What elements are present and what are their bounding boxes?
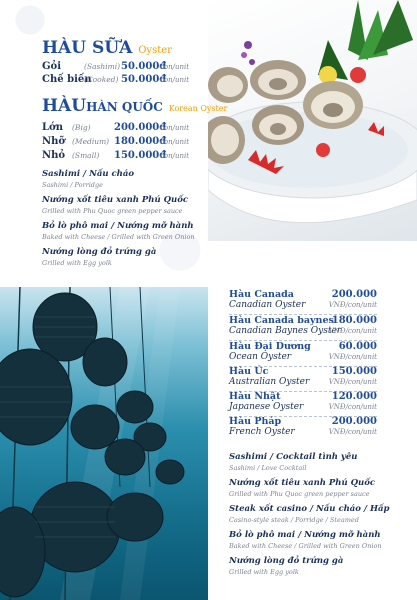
item-name: Gỏi bbox=[42, 61, 62, 72]
option-name: Nướng lòng đỏ trứng gà bbox=[229, 556, 344, 566]
imported-item-en: Canadian Baynes Oyster bbox=[229, 326, 342, 336]
section-title-hau-sua bbox=[42, 38, 172, 58]
imported-item-price: 150.000 bbox=[331, 366, 377, 377]
price-row bbox=[42, 136, 65, 147]
item-name: Lớn bbox=[42, 122, 63, 133]
item-en-text: (Medium) bbox=[72, 137, 110, 146]
item-unit-text: con/unit bbox=[160, 138, 190, 146]
item-unit-text: con/unit bbox=[160, 76, 190, 84]
item-unit bbox=[160, 75, 189, 85]
option-en: Sashimi / Love Cocktail bbox=[229, 464, 307, 472]
imported-item-price: 60.000 bbox=[338, 341, 377, 352]
item-en-text: (Cooked) bbox=[84, 75, 119, 84]
underwater-oyster-cages-photo bbox=[0, 287, 208, 600]
imported-item-en: Australian Oyster bbox=[229, 377, 310, 387]
option-name: Sashimi / Cocktail tình yêu bbox=[229, 452, 358, 462]
item-price-text: 50.000đ bbox=[121, 61, 167, 72]
option-name: Nướng xốt tiêu xanh Phú Quốc bbox=[229, 478, 376, 488]
item-price-text: 200.000đ bbox=[114, 122, 167, 133]
item-unit-text: con/unit bbox=[160, 152, 190, 160]
hau-sua-subtitle: Oyster bbox=[138, 45, 172, 56]
hau-sua-title: HÀU SỮA bbox=[42, 38, 133, 58]
item-price-text: 50.000đ bbox=[121, 74, 167, 85]
item-name: Nhỏ bbox=[42, 150, 66, 161]
imported-item-en: Canadian Oyster bbox=[229, 300, 306, 310]
imported-item-unit: VNĐ/con/unit bbox=[328, 403, 377, 411]
item-unit-text: con/unit bbox=[160, 124, 190, 132]
item-en-text: (Sashimi) bbox=[84, 62, 121, 71]
imported-item-unit: VNĐ/con/unit bbox=[328, 428, 377, 436]
underwater-cages-illustration bbox=[0, 287, 208, 600]
item-price bbox=[114, 122, 166, 133]
hau-han-quoc-title-rest: HÀN QUỐC bbox=[86, 100, 163, 114]
item-en bbox=[84, 62, 120, 72]
oyster-platter-photo bbox=[208, 0, 417, 241]
imported-item-price: 180.000 bbox=[331, 315, 377, 326]
imported-item-unit: VNĐ/con/unit bbox=[328, 378, 377, 386]
item-price bbox=[114, 136, 166, 147]
option-name: Nướng xốt tiêu xanh Phú Quốc bbox=[42, 195, 189, 205]
item-unit-text: con/unit bbox=[160, 63, 190, 71]
item-name: Nhỡ bbox=[42, 136, 66, 147]
item-price-text: 180.000đ bbox=[114, 136, 167, 147]
price-row bbox=[42, 61, 61, 72]
hau-han-quoc-subtitle: Korean Oyster bbox=[168, 104, 228, 113]
imported-item-unit: VNĐ/con/unit bbox=[328, 353, 377, 361]
item-unit bbox=[160, 62, 189, 72]
item-en bbox=[72, 137, 109, 147]
item-name: Chế biến bbox=[42, 74, 92, 85]
imported-item-en: Ocean Oyster bbox=[229, 352, 292, 362]
oyster-platter-illustration bbox=[208, 0, 417, 241]
option-en: Baked with Cheese / Grilled with Green Onion bbox=[229, 542, 382, 550]
option-name: Steak xốt casino / Nấu cháo / Hấp bbox=[229, 504, 390, 514]
imported-item-en: Japanese Oyster bbox=[229, 402, 304, 412]
option-name: Bỏ lò phô mai / Nướng mỡ hành bbox=[229, 530, 381, 540]
option-en: Sashimi / Porridge bbox=[42, 181, 103, 189]
imported-item-en: French Oyster bbox=[229, 427, 295, 437]
price-row bbox=[42, 150, 65, 161]
item-unit bbox=[160, 151, 189, 161]
option-en: Grilled with Phu Quoc green pepper sauce bbox=[42, 207, 183, 215]
item-unit bbox=[160, 137, 189, 147]
imported-item-price: 200.000 bbox=[331, 289, 377, 300]
item-price bbox=[114, 150, 166, 161]
option-en: Grilled with Phu Quoc green pepper sauce bbox=[229, 490, 370, 498]
item-en bbox=[84, 75, 118, 85]
imported-item-name: Hàu Canada baynes bbox=[229, 315, 334, 326]
section-title-hau-han-quoc bbox=[42, 96, 227, 116]
imported-item-name: Hàu Nhật bbox=[229, 391, 281, 402]
option-name: Nướng lòng đỏ trứng gà bbox=[42, 247, 157, 257]
imported-item-name: Hàu Pháp bbox=[229, 416, 282, 427]
option-en: Grilled with Egg yolk bbox=[42, 259, 112, 267]
item-en bbox=[72, 123, 91, 133]
imported-item-unit: VNĐ/con/unit bbox=[328, 301, 377, 309]
option-en: Casino-style steak / Porridge / Steamed bbox=[229, 516, 359, 524]
item-price-text: 150.000đ bbox=[114, 150, 167, 161]
imported-item-name: Hàu Úc bbox=[229, 366, 269, 377]
option-en: Baked with Cheese / Grilled with Green Onion bbox=[42, 233, 195, 241]
hau-han-quoc-title-main: HÀU bbox=[42, 96, 87, 116]
price-row bbox=[42, 122, 63, 133]
imported-item-name: Hàu Canada bbox=[229, 289, 294, 300]
imported-item-price: 120.000 bbox=[331, 391, 377, 402]
imported-item-name: Hàu Đại Dương bbox=[229, 341, 311, 352]
option-name: Sashimi / Nấu cháo bbox=[42, 169, 135, 179]
option-en: Grilled with Egg yolk bbox=[229, 568, 299, 576]
option-name: Bỏ lò phô mai / Nướng mỡ hành bbox=[42, 221, 194, 231]
item-unit bbox=[160, 123, 189, 133]
item-en bbox=[72, 151, 99, 161]
item-en-text: (Big) bbox=[72, 123, 91, 132]
imported-item-unit: VNĐ/con/unit bbox=[328, 327, 377, 335]
imported-item-price: 200.000 bbox=[331, 416, 377, 427]
item-en-text: (Small) bbox=[72, 151, 100, 160]
